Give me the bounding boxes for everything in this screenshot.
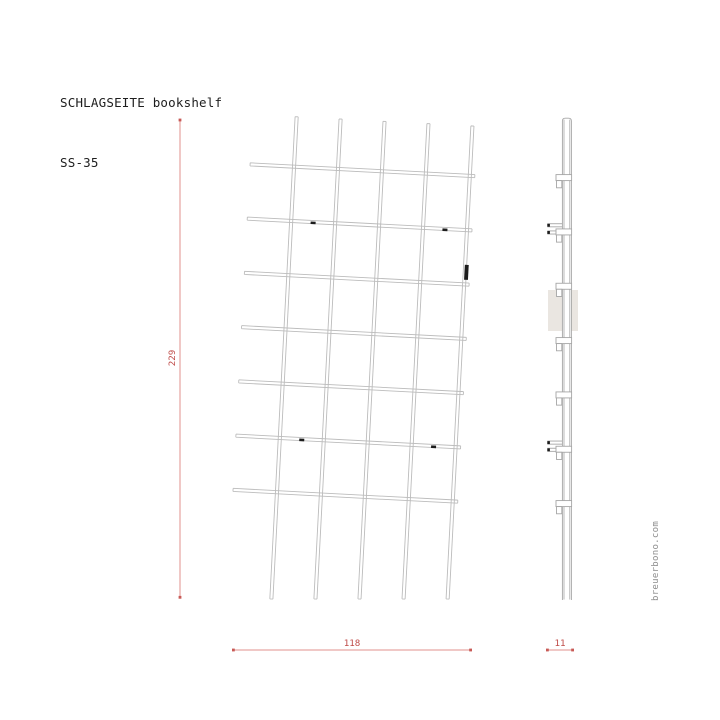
shelf-bracket-plate (556, 175, 572, 181)
wall-anchor-prong (548, 224, 563, 227)
shelf-bar (244, 271, 469, 286)
dimension-end-cap (571, 649, 574, 652)
shelf-bracket-lip (557, 181, 562, 188)
upright-bar (314, 119, 342, 599)
shelf-bracket-plate (556, 501, 572, 507)
shelf-bracket-lip (557, 507, 562, 514)
shelf-bracket-plate (556, 283, 572, 289)
upright-bar (358, 121, 386, 599)
shelf-bracket-plate (556, 392, 572, 398)
shelf-bar (233, 488, 458, 503)
model-number: SS-35 (60, 155, 99, 170)
shelf-bar (247, 217, 472, 232)
depth-dimension-label: 11 (554, 637, 566, 649)
shelf-bar (250, 163, 475, 178)
shelf-bracket-lip (557, 289, 562, 296)
product-name: SCHLAGSEITE bookshelf (60, 95, 223, 110)
shelf-bracket-plate (556, 446, 572, 452)
website-label: breuerbono.com (651, 520, 661, 601)
wall-anchor-prong (548, 441, 563, 444)
side-view (547, 118, 578, 600)
dimension-end-cap (232, 649, 235, 652)
shelf-bracket-plate (556, 229, 572, 235)
dimension-end-cap (546, 649, 549, 652)
width-dimension-label: 118 (343, 637, 361, 649)
dimension-end-cap (179, 596, 182, 599)
shelf-bracket-plate (556, 338, 572, 344)
wall-mount-mark (442, 228, 447, 231)
height-dimension-label: 229 (166, 349, 178, 367)
front-view (227, 114, 477, 608)
wall-mount-mark (311, 221, 316, 224)
shelf-bracket-lip (557, 235, 562, 242)
shelf-bracket-lip (557, 344, 562, 351)
dimension-end-cap (469, 649, 472, 652)
upright-bar (402, 124, 430, 600)
shelf-bar (236, 434, 461, 449)
prong-tip (547, 231, 550, 234)
shelf-bracket-lip (557, 398, 562, 405)
shelf-bar (239, 380, 464, 395)
wall-mount-mark (299, 438, 304, 441)
dimension-end-cap (179, 119, 182, 122)
shelf-bar (241, 326, 466, 341)
wall-mount-mark (431, 445, 436, 448)
upright-bar (270, 117, 298, 599)
prong-tip (547, 441, 550, 444)
prong-tip (547, 224, 550, 227)
dimension-annotations (167, 119, 574, 652)
upright-bar (446, 126, 474, 599)
prong-tip (547, 448, 550, 451)
shelf-bracket-lip (557, 452, 562, 459)
lock-tab-mark (464, 265, 469, 280)
